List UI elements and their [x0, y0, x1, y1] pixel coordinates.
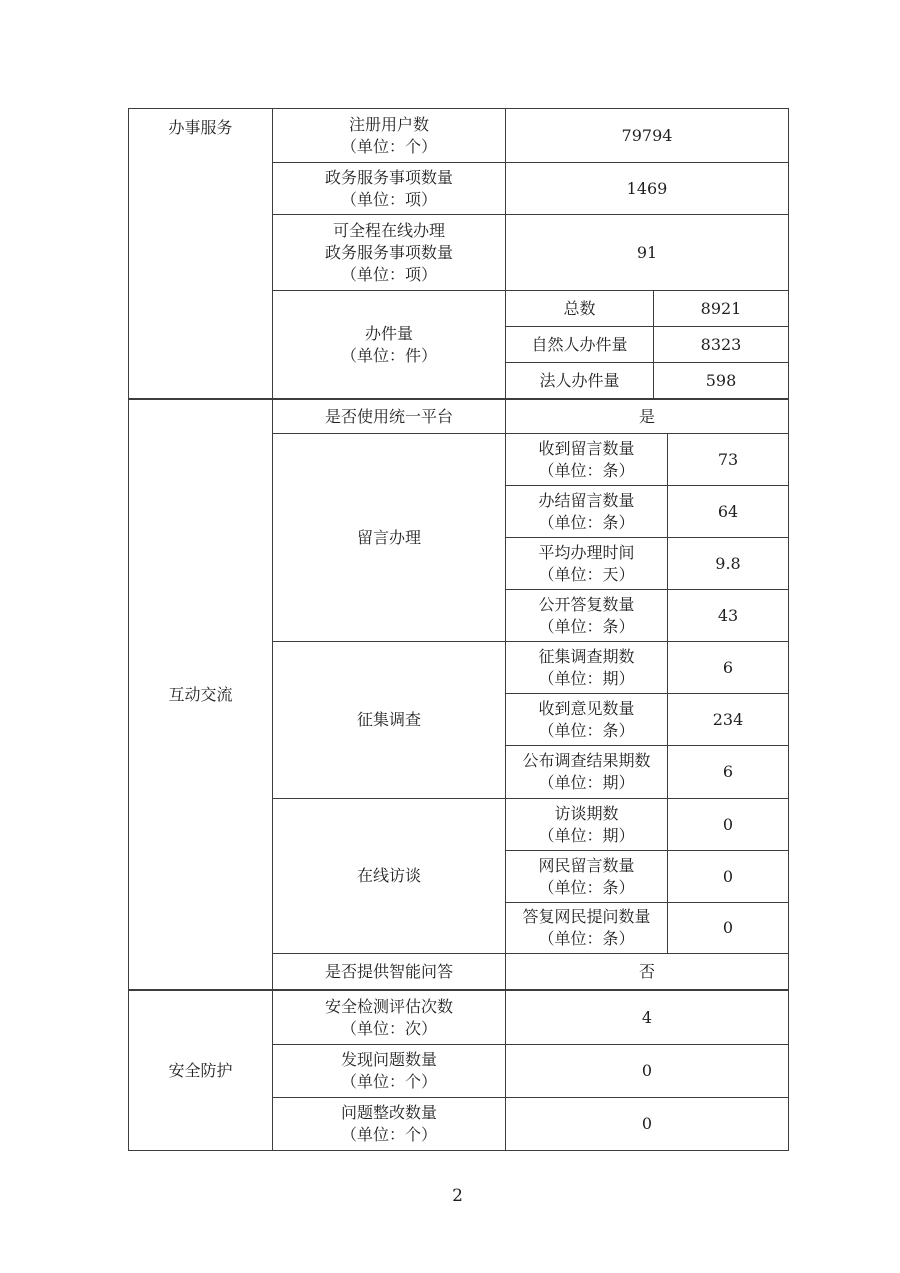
survey-results-label-line2: （单位：期） [538, 773, 635, 792]
assessments-value: 4 [506, 991, 789, 1045]
public-replies-label [506, 590, 668, 642]
survey-periods-label [506, 642, 668, 694]
section-banshi-table [128, 108, 789, 399]
opinions-received-label-line2: （单位：条） [538, 720, 635, 740]
interview-periods-label [506, 799, 668, 851]
surveys-label: 征集调查 [273, 642, 506, 799]
registered-users-label-line1: 注册用户数 [348, 114, 429, 134]
survey-periods-label-line1: 征集调查期数 [538, 646, 635, 666]
public-replies-value: 43 [668, 590, 789, 642]
case-volume-natural-value: 8323 [654, 327, 789, 363]
survey-periods-label-line2: （单位：期） [538, 668, 635, 688]
smart-qa-label: 是否提供智能问答 [273, 954, 506, 990]
survey-results-label [506, 746, 668, 799]
netizen-messages-label [506, 851, 668, 903]
opinions-received-label [506, 694, 668, 746]
unified-platform-label: 是否使用统一平台 [273, 400, 506, 434]
problems-fixed-label-line2: （单位：个） [340, 1125, 437, 1144]
section-hudong-table [128, 399, 789, 990]
questions-answered-label [506, 903, 668, 954]
category-hudong: 互动交流 [129, 400, 273, 990]
message-handling-label: 留言办理 [273, 434, 506, 642]
problems-fixed-value: 0 [506, 1098, 789, 1151]
messages-completed-label-line2: （单位：条） [538, 512, 635, 532]
messages-received-label-line1: 收到留言数量 [538, 438, 635, 458]
problems-fixed-label [273, 1098, 506, 1151]
interview-periods-label-line2: （单位：期） [538, 825, 635, 845]
service-items-label-line2: （单位：项） [340, 189, 437, 209]
full-online-items-label-line2: 政务服务事项数量 [324, 242, 453, 262]
section-anquan-table [128, 990, 789, 1151]
unified-platform-value: 是 [506, 400, 789, 434]
service-items-label [273, 163, 506, 215]
case-volume-natural-label: 自然人办件量 [506, 327, 654, 363]
public-replies-label-line1: 公开答复数量 [538, 594, 635, 614]
survey-periods-value: 6 [668, 642, 789, 694]
registered-users-value: 79794 [506, 109, 789, 163]
case-volume-total-label: 总数 [506, 291, 654, 327]
messages-completed-value: 64 [668, 486, 789, 538]
questions-answered-label-line1: 答复网民提问数量 [522, 907, 651, 926]
case-volume-legal-label: 法人办件量 [506, 363, 654, 399]
questions-answered-value: 0 [668, 903, 789, 954]
page-number: 2 [452, 1186, 463, 1206]
netizen-messages-value: 0 [668, 851, 789, 903]
registered-users-label-line2: （单位：个） [340, 136, 437, 156]
smart-qa-value: 否 [506, 954, 789, 990]
category-anquan: 安全防护 [129, 991, 273, 1151]
messages-completed-label [506, 486, 668, 538]
messages-completed-label-line1: 办结留言数量 [538, 490, 635, 510]
case-volume-label-line1: 办件量 [364, 323, 413, 343]
registered-users-label [273, 109, 506, 163]
questions-answered-label-line2: （单位：条） [538, 929, 635, 948]
case-volume-legal-value: 598 [654, 363, 789, 399]
avg-handle-time-value: 9.8 [668, 538, 789, 590]
interviews-label: 在线访谈 [273, 799, 506, 954]
problems-found-label [273, 1045, 506, 1098]
report-table [128, 108, 788, 1151]
interview-periods-value: 0 [668, 799, 789, 851]
netizen-messages-label-line1: 网民留言数量 [538, 855, 635, 875]
assessments-label-line2: （单位：次） [340, 1018, 437, 1038]
problems-found-value: 0 [506, 1045, 789, 1098]
interview-periods-label-line1: 访谈期数 [554, 803, 619, 823]
category-banshi: 办事服务 [129, 109, 273, 399]
case-volume-label [273, 291, 506, 399]
messages-received-label-line2: （单位：条） [538, 460, 635, 480]
case-volume-label-line2: （单位：件） [340, 345, 437, 365]
case-volume-total-value: 8921 [654, 291, 789, 327]
public-replies-label-line2: （单位：条） [538, 616, 635, 636]
survey-results-label-line1: 公布调查结果期数 [522, 751, 651, 770]
service-items-value: 1469 [506, 163, 789, 215]
opinions-received-value: 234 [668, 694, 789, 746]
problems-found-label-line2: （单位：个） [340, 1072, 437, 1091]
assessments-label [273, 991, 506, 1045]
messages-received-value: 73 [668, 434, 789, 486]
netizen-messages-label-line2: （单位：条） [538, 877, 635, 897]
full-online-items-label [273, 215, 506, 291]
assessments-label-line1: 安全检测评估次数 [324, 996, 453, 1016]
messages-received-label [506, 434, 668, 486]
opinions-received-label-line1: 收到意见数量 [538, 698, 635, 718]
full-online-items-label-line1: 可全程在线办理 [332, 220, 445, 240]
problems-found-label-line1: 发现问题数量 [340, 1050, 437, 1069]
survey-results-value: 6 [668, 746, 789, 799]
avg-handle-time-label-line1: 平均办理时间 [538, 542, 635, 562]
avg-handle-time-label [506, 538, 668, 590]
full-online-items-label-line3: （单位：项） [340, 264, 437, 284]
full-online-items-value: 91 [506, 215, 789, 291]
problems-fixed-label-line1: 问题整改数量 [340, 1103, 437, 1122]
avg-handle-time-label-line2: （单位：天） [538, 564, 635, 584]
service-items-label-line1: 政务服务事项数量 [324, 167, 453, 187]
